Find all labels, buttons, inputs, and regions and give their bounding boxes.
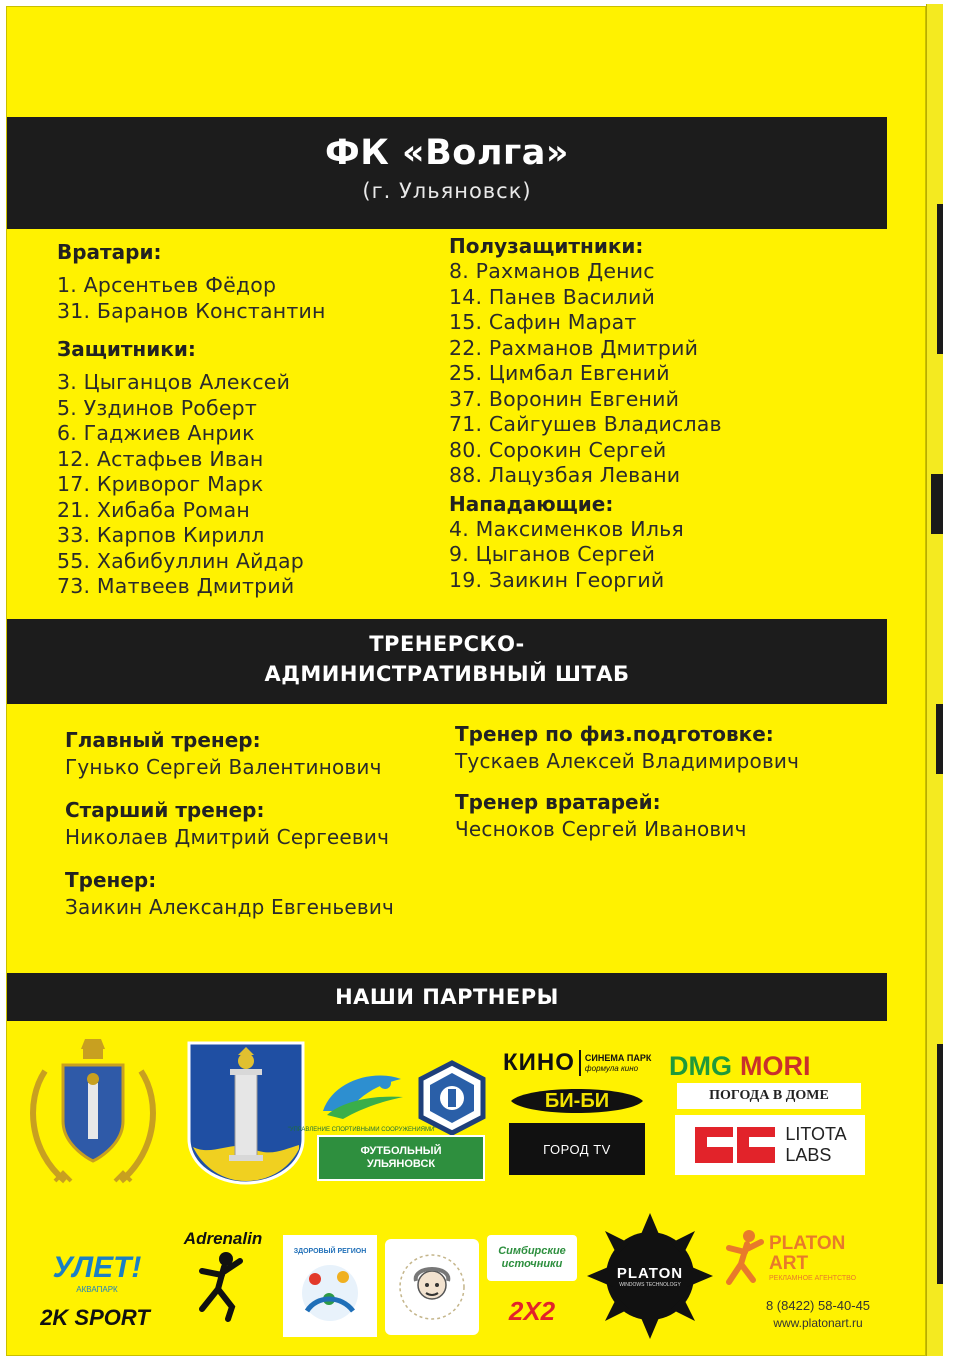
football-ulyanovsk-logo <box>317 1135 485 1181</box>
2k-sport-text: 2K SPORT <box>40 1305 150 1330</box>
staff-role: Тренер: <box>65 868 157 892</box>
platon-art-figure-icon <box>723 1228 767 1288</box>
player: 80. Сорокин Сергей <box>449 437 667 462</box>
page-edge <box>926 4 943 1356</box>
staff-name: Тускаев Алексей Владимирович <box>455 749 800 773</box>
player: 14. Панев Василий <box>449 284 656 309</box>
climber-icon <box>188 1249 258 1321</box>
player: 15. Сафин Марат <box>449 310 637 334</box>
player: 33. Карпов Кирилл <box>57 523 265 547</box>
healthy-region-logo <box>283 1235 377 1337</box>
player: 4. Максименков Илья <box>449 516 684 541</box>
2x2-logo <box>491 1293 573 1329</box>
platon-text-sub: WINDOWS TECHNOLOGY <box>619 1281 681 1288</box>
platon-art-sub: РЕКЛАМНОЕ АГЕНТСТВО <box>769 1274 857 1282</box>
einstein-icon <box>392 1247 472 1327</box>
kino-text: КИНО <box>503 1049 575 1076</box>
2k-sport-logo <box>25 1303 165 1333</box>
simbirsk-springs-logo <box>487 1235 577 1281</box>
player: 73. Матвеев Дмитрий <box>57 574 295 598</box>
club-name: ФК «Волга» <box>325 133 569 173</box>
roster-right-column <box>449 233 722 593</box>
player: 19. Заикин Георгий <box>449 567 665 592</box>
football-uly-text-1: ФУТБОЛЬНЫЙ <box>360 1145 442 1157</box>
player: 37. Воронин Евгений <box>449 386 680 411</box>
zdorov-text: ЗДОРОВЫЙ РЕГИОН <box>293 1247 367 1255</box>
player: 17. Криворог Марк <box>57 472 264 496</box>
midfielders-title: Полузащитники: <box>449 234 644 258</box>
player: 21. Хибаба Роман <box>57 497 250 522</box>
defenders-title: Защитники: <box>57 337 196 361</box>
edge-mark <box>937 1044 943 1284</box>
player: 9. Цыганов Сергей <box>449 542 656 566</box>
museum-logo <box>385 1239 479 1335</box>
staff-left-column <box>65 727 394 921</box>
kino-sub-1: СИНЕМА ПАРК <box>584 1052 652 1063</box>
dmg-mori-logo <box>669 1047 869 1085</box>
ulet-sub-text: АКВАПАРК <box>76 1284 118 1294</box>
staff-role: Главный тренер: <box>65 728 261 752</box>
staff-title-line1: ТРЕНЕРСКО- <box>369 632 525 656</box>
staff-name: Заикин Александр Евгеньевич <box>65 895 395 919</box>
staff-role: Старший тренер: <box>65 798 265 822</box>
healthy-region-icon <box>295 1255 365 1325</box>
site-link[interactable]: www.platonart.ru <box>773 1316 863 1330</box>
ulet-logo <box>29 1247 165 1297</box>
litota-text-2: LABS <box>785 1145 832 1165</box>
adrenalin-logo <box>173 1229 273 1333</box>
platon-art-text-1: PLATON <box>769 1232 846 1254</box>
club-header <box>7 117 887 229</box>
football-uly-text-2: УЛЬЯНОВСК <box>366 1158 436 1170</box>
litota-text <box>785 1124 846 1166</box>
club-city: (г. Ульяновск) <box>362 179 532 203</box>
player: 55. Хабибуллин Айдар <box>57 548 305 573</box>
platon-art-logo <box>723 1225 893 1291</box>
player: 88. Лацузбая Левани <box>449 463 681 487</box>
platon-text-main: PLATON <box>616 1264 684 1282</box>
player: 6. Гаджиев Анрик <box>57 421 255 445</box>
platon-text <box>617 1265 683 1288</box>
staff-role: Тренер по физ.подготовке: <box>455 722 774 746</box>
player: 31. Баранов Константин <box>57 298 326 323</box>
player: 1. Арсентьев Фёдор <box>57 273 277 297</box>
litota-text-1: LITOTA <box>785 1124 847 1144</box>
litota-mark-icon <box>693 1123 777 1167</box>
player: 71. Сайгушев Владислав <box>449 412 722 436</box>
platon-art-text-2: ART <box>769 1252 809 1274</box>
platon-art-contacts <box>743 1297 893 1331</box>
kino-sub <box>585 1053 651 1074</box>
hexagon-emblem-logo <box>417 1061 487 1135</box>
roster-left-column <box>57 239 326 600</box>
staff-right-column <box>455 721 799 843</box>
goalkeepers-list <box>57 273 326 324</box>
kino-divider <box>579 1050 581 1076</box>
player: 25. Цимбал Евгений <box>449 361 670 385</box>
bibi-logo <box>507 1083 647 1119</box>
platon-windows-logo <box>585 1211 715 1341</box>
city-coat-of-arms-logo <box>185 1039 307 1187</box>
region-coat-of-arms-logo <box>25 1031 161 1191</box>
midfielders-list <box>449 259 722 489</box>
2x2-text: 2X2 <box>508 1295 556 1326</box>
sport-mgmt-text: "УПРАВЛЕНИЕ СПОРТИВНЫМИ СООРУЖЕНИЯМИ" <box>287 1127 437 1133</box>
sibir-text: Симбирские источники <box>498 1245 566 1270</box>
staff-name: Чесноков Сергей Иванович <box>455 817 747 841</box>
staff-header <box>7 619 887 704</box>
partners-header <box>7 973 887 1021</box>
litota-labs-logo <box>675 1115 865 1175</box>
goalkeepers-title: Вратари: <box>57 240 162 264</box>
player: 8. Рахманов Денис <box>449 259 655 283</box>
partners-title: НАШИ ПАРТНЕРЫ <box>335 985 559 1009</box>
staff-name: Николаев Дмитрий Сергеевич <box>65 825 390 849</box>
phone-text: 8 (8422) 58-40-45 <box>765 1298 871 1313</box>
pogoda-text: ПОГОДА В ДОМЕ <box>709 1088 829 1103</box>
pogoda-logo <box>677 1083 861 1109</box>
bibi-text: БИ-БИ <box>544 1089 610 1112</box>
gorod-tv-text: ГОРОД TV <box>543 1141 611 1157</box>
forwards-list <box>449 517 722 594</box>
edge-mark <box>937 204 943 354</box>
staff-role: Тренер вратарей: <box>455 790 661 814</box>
player: 12. Астафьев Иван <box>57 446 264 471</box>
staff-name: Гунько Сергей Валентинович <box>65 755 382 779</box>
gorod-tv-logo <box>509 1123 645 1175</box>
kino-logo <box>503 1047 653 1079</box>
edge-mark <box>931 474 943 534</box>
kino-sub-2: формула кино <box>584 1063 639 1073</box>
mori-text: MORI <box>740 1050 811 1081</box>
player: 22. Рахманов Дмитрий <box>449 335 699 360</box>
platon-art-text <box>769 1234 856 1283</box>
player: 3. Цыганцов Алексей <box>57 370 291 394</box>
player: 5. Уздинов Роберт <box>57 395 258 420</box>
dmg-text: DMG <box>669 1050 732 1081</box>
adrenalin-text: Adrenalin <box>183 1229 263 1248</box>
edge-mark <box>936 704 943 774</box>
ulet-text: УЛЕТ! <box>52 1250 142 1284</box>
staff-title-line2: АДМИНИСТРАТИВНЫЙ ШТАБ <box>264 662 630 686</box>
forwards-title: Нападающие: <box>449 491 614 516</box>
sport-facilities-logo <box>287 1061 437 1139</box>
program-page <box>6 6 926 1356</box>
defenders-list <box>57 370 326 600</box>
